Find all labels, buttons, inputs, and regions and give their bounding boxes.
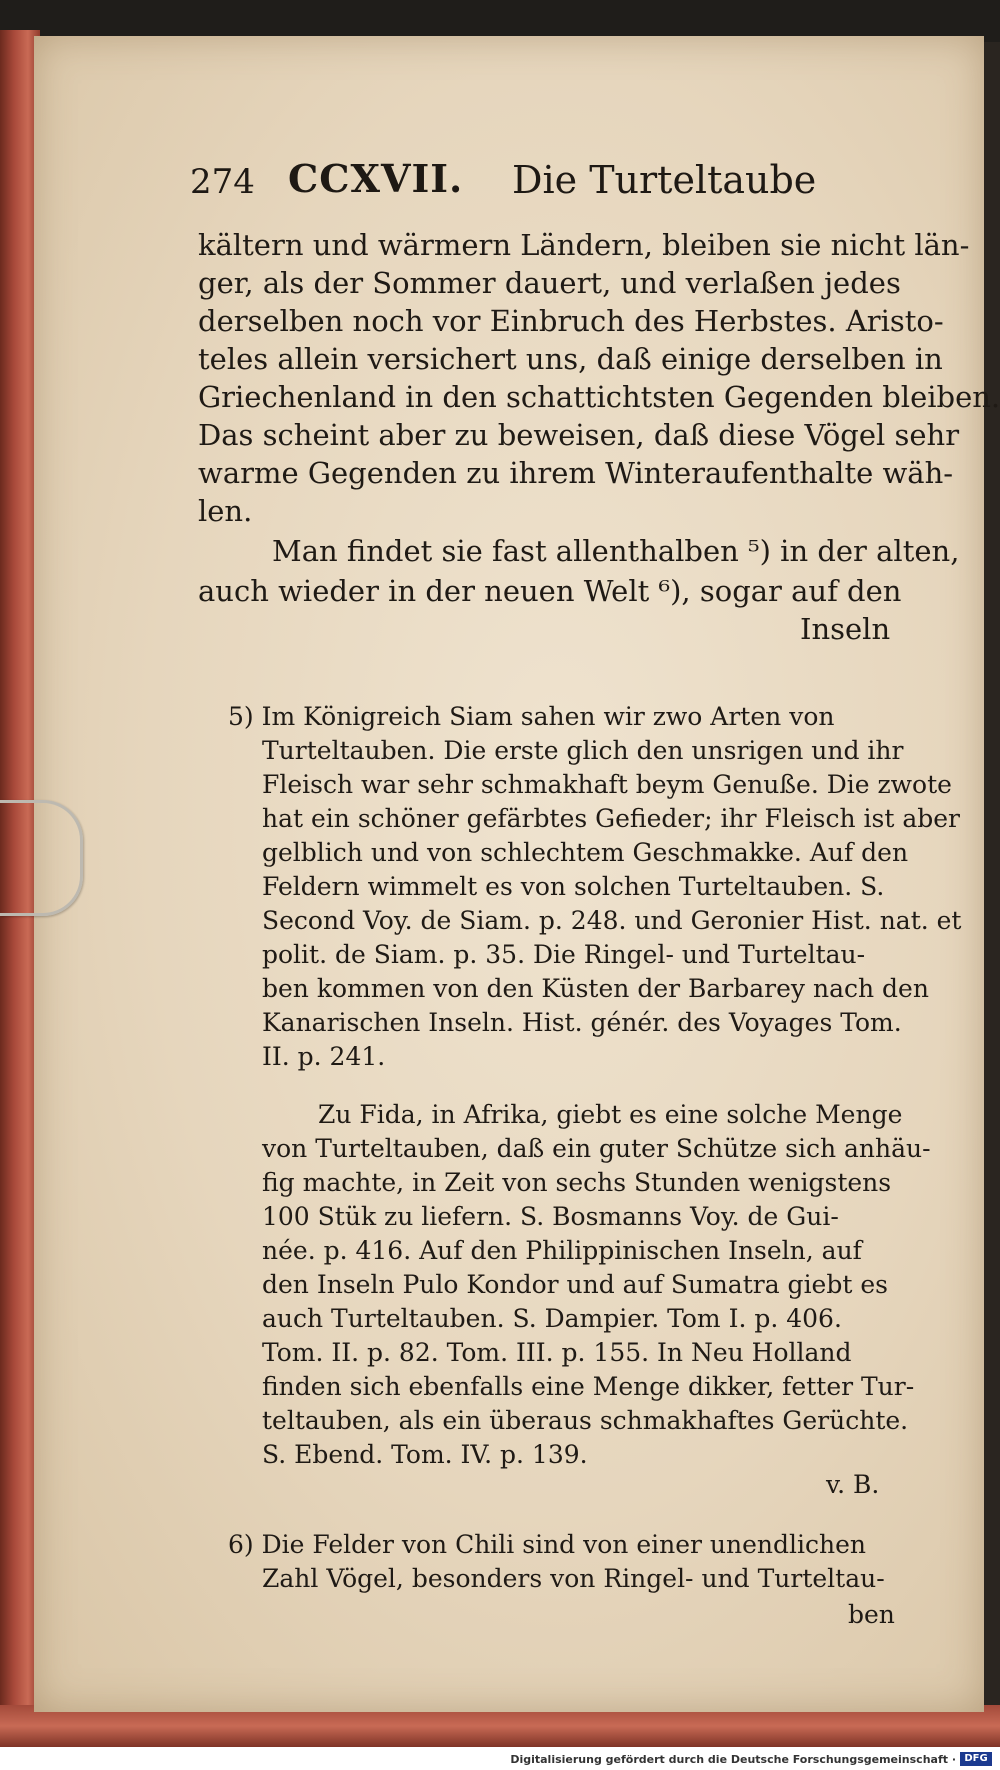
body-line: auch wieder in der neuen Welt ⁶), sogar auf den bbox=[198, 574, 902, 608]
body-line: Griechenland in den schattichtsten Gegenden bleiben. bbox=[198, 380, 1000, 414]
digitization-credit: Digitalisierung gefördert durch die Deutsche Forschungsgemeinschaft · bbox=[510, 1753, 956, 1766]
footnote-signature: v. B. bbox=[826, 1470, 880, 1499]
footnote-line: Kanarischen Inseln. Hist. génér. des Voyages Tom. bbox=[262, 1008, 902, 1037]
footnote-line: ben kommen von den Küsten der Barbarey nach den bbox=[262, 974, 929, 1003]
dfg-logo: DFG bbox=[960, 1752, 992, 1766]
section-title: Die Turteltaube bbox=[512, 158, 817, 202]
body-line: derselben noch vor Einbruch des Herbstes. Aristo- bbox=[198, 304, 944, 338]
footnote-line: fig machte, in Zeit von sechs Stunden wenigstens bbox=[262, 1168, 892, 1197]
body-line: warme Gegenden zu ihrem Winteraufenthalte wäh- bbox=[198, 456, 954, 490]
footnote-line: 5) Im Königreich Siam sahen wir zwo Arten von bbox=[228, 702, 835, 731]
footnote-line: Tom. II. p. 82. Tom. III. p. 155. In Neu Holland bbox=[262, 1338, 852, 1367]
footnote-line: hat ein schöner gefärbtes Gefieder; ihr Fleisch ist aber bbox=[262, 804, 960, 833]
footnote-line: auch Turteltauben. S. Dampier. Tom I. p. 406. bbox=[262, 1304, 842, 1333]
body-line: Man findet sie fast allenthalben ⁵) in der alten, bbox=[272, 534, 960, 568]
footnote-line: II. p. 241. bbox=[262, 1042, 386, 1071]
body-line: kältern und wärmern Ländern, bleiben sie nicht län- bbox=[198, 228, 970, 262]
footnote-line: S. Ebend. Tom. IV. p. 139. bbox=[262, 1440, 588, 1469]
body-line: teles allein versichert uns, daß einige derselben in bbox=[198, 342, 943, 376]
footnote-line: 6) Die Felder von Chili sind von einer unendlichen bbox=[228, 1530, 867, 1559]
footnote-line: finden sich ebenfalls eine Menge dikker, fetter Tur- bbox=[262, 1372, 915, 1401]
catchword: ben bbox=[848, 1600, 895, 1629]
body-line: len. bbox=[198, 494, 253, 528]
footnote-line: teltauben, als ein überaus schmakhaftes Gerüchte. bbox=[262, 1406, 909, 1435]
chapter-number: CCXVII. bbox=[288, 156, 464, 201]
footnote-line: 100 Stük zu liefern. S. Bosmanns Voy. de Gui- bbox=[262, 1202, 839, 1231]
footnote-line: Zu Fida, in Afrika, giebt es eine solche Menge bbox=[318, 1100, 903, 1129]
footnote-line: den Inseln Pulo Kondor und auf Sumatra giebt es bbox=[262, 1270, 888, 1299]
footnote-line: née. p. 416. Auf den Philippinischen Inseln, auf bbox=[262, 1236, 862, 1265]
footnote-line: von Turteltauben, daß ein guter Schütze sich anhäu- bbox=[262, 1134, 931, 1163]
footnote-line: Second Voy. de Siam. p. 248. und Geronier Hist. nat. et bbox=[262, 906, 962, 935]
running-header bbox=[190, 150, 890, 210]
page-number: 274 bbox=[190, 162, 255, 202]
footnote-line: Feldern wimmelt es von solchen Turteltauben. S. bbox=[262, 872, 885, 901]
footnote-line: polit. de Siam. p. 35. Die Ringel- und Turteltau- bbox=[262, 940, 866, 969]
body-line: Das scheint aber zu beweisen, daß diese Vögel sehr bbox=[198, 418, 960, 452]
catchword: Inseln bbox=[800, 612, 891, 646]
footnote-line: Turteltauben. Die erste glich den unsrigen und ihr bbox=[262, 736, 904, 765]
footnote-line: Fleisch war sehr schmakhaft beym Genuße. Die zwote bbox=[262, 770, 952, 799]
footnote-line: Zahl Vögel, besonders von Ringel- und Turteltau- bbox=[262, 1564, 885, 1593]
footnote-line: gelblich und von schlechtem Geschmakke. Auf den bbox=[262, 838, 909, 867]
body-line: ger, als der Sommer dauert, und verlaßen jedes bbox=[198, 266, 901, 300]
page-clip bbox=[0, 800, 83, 916]
